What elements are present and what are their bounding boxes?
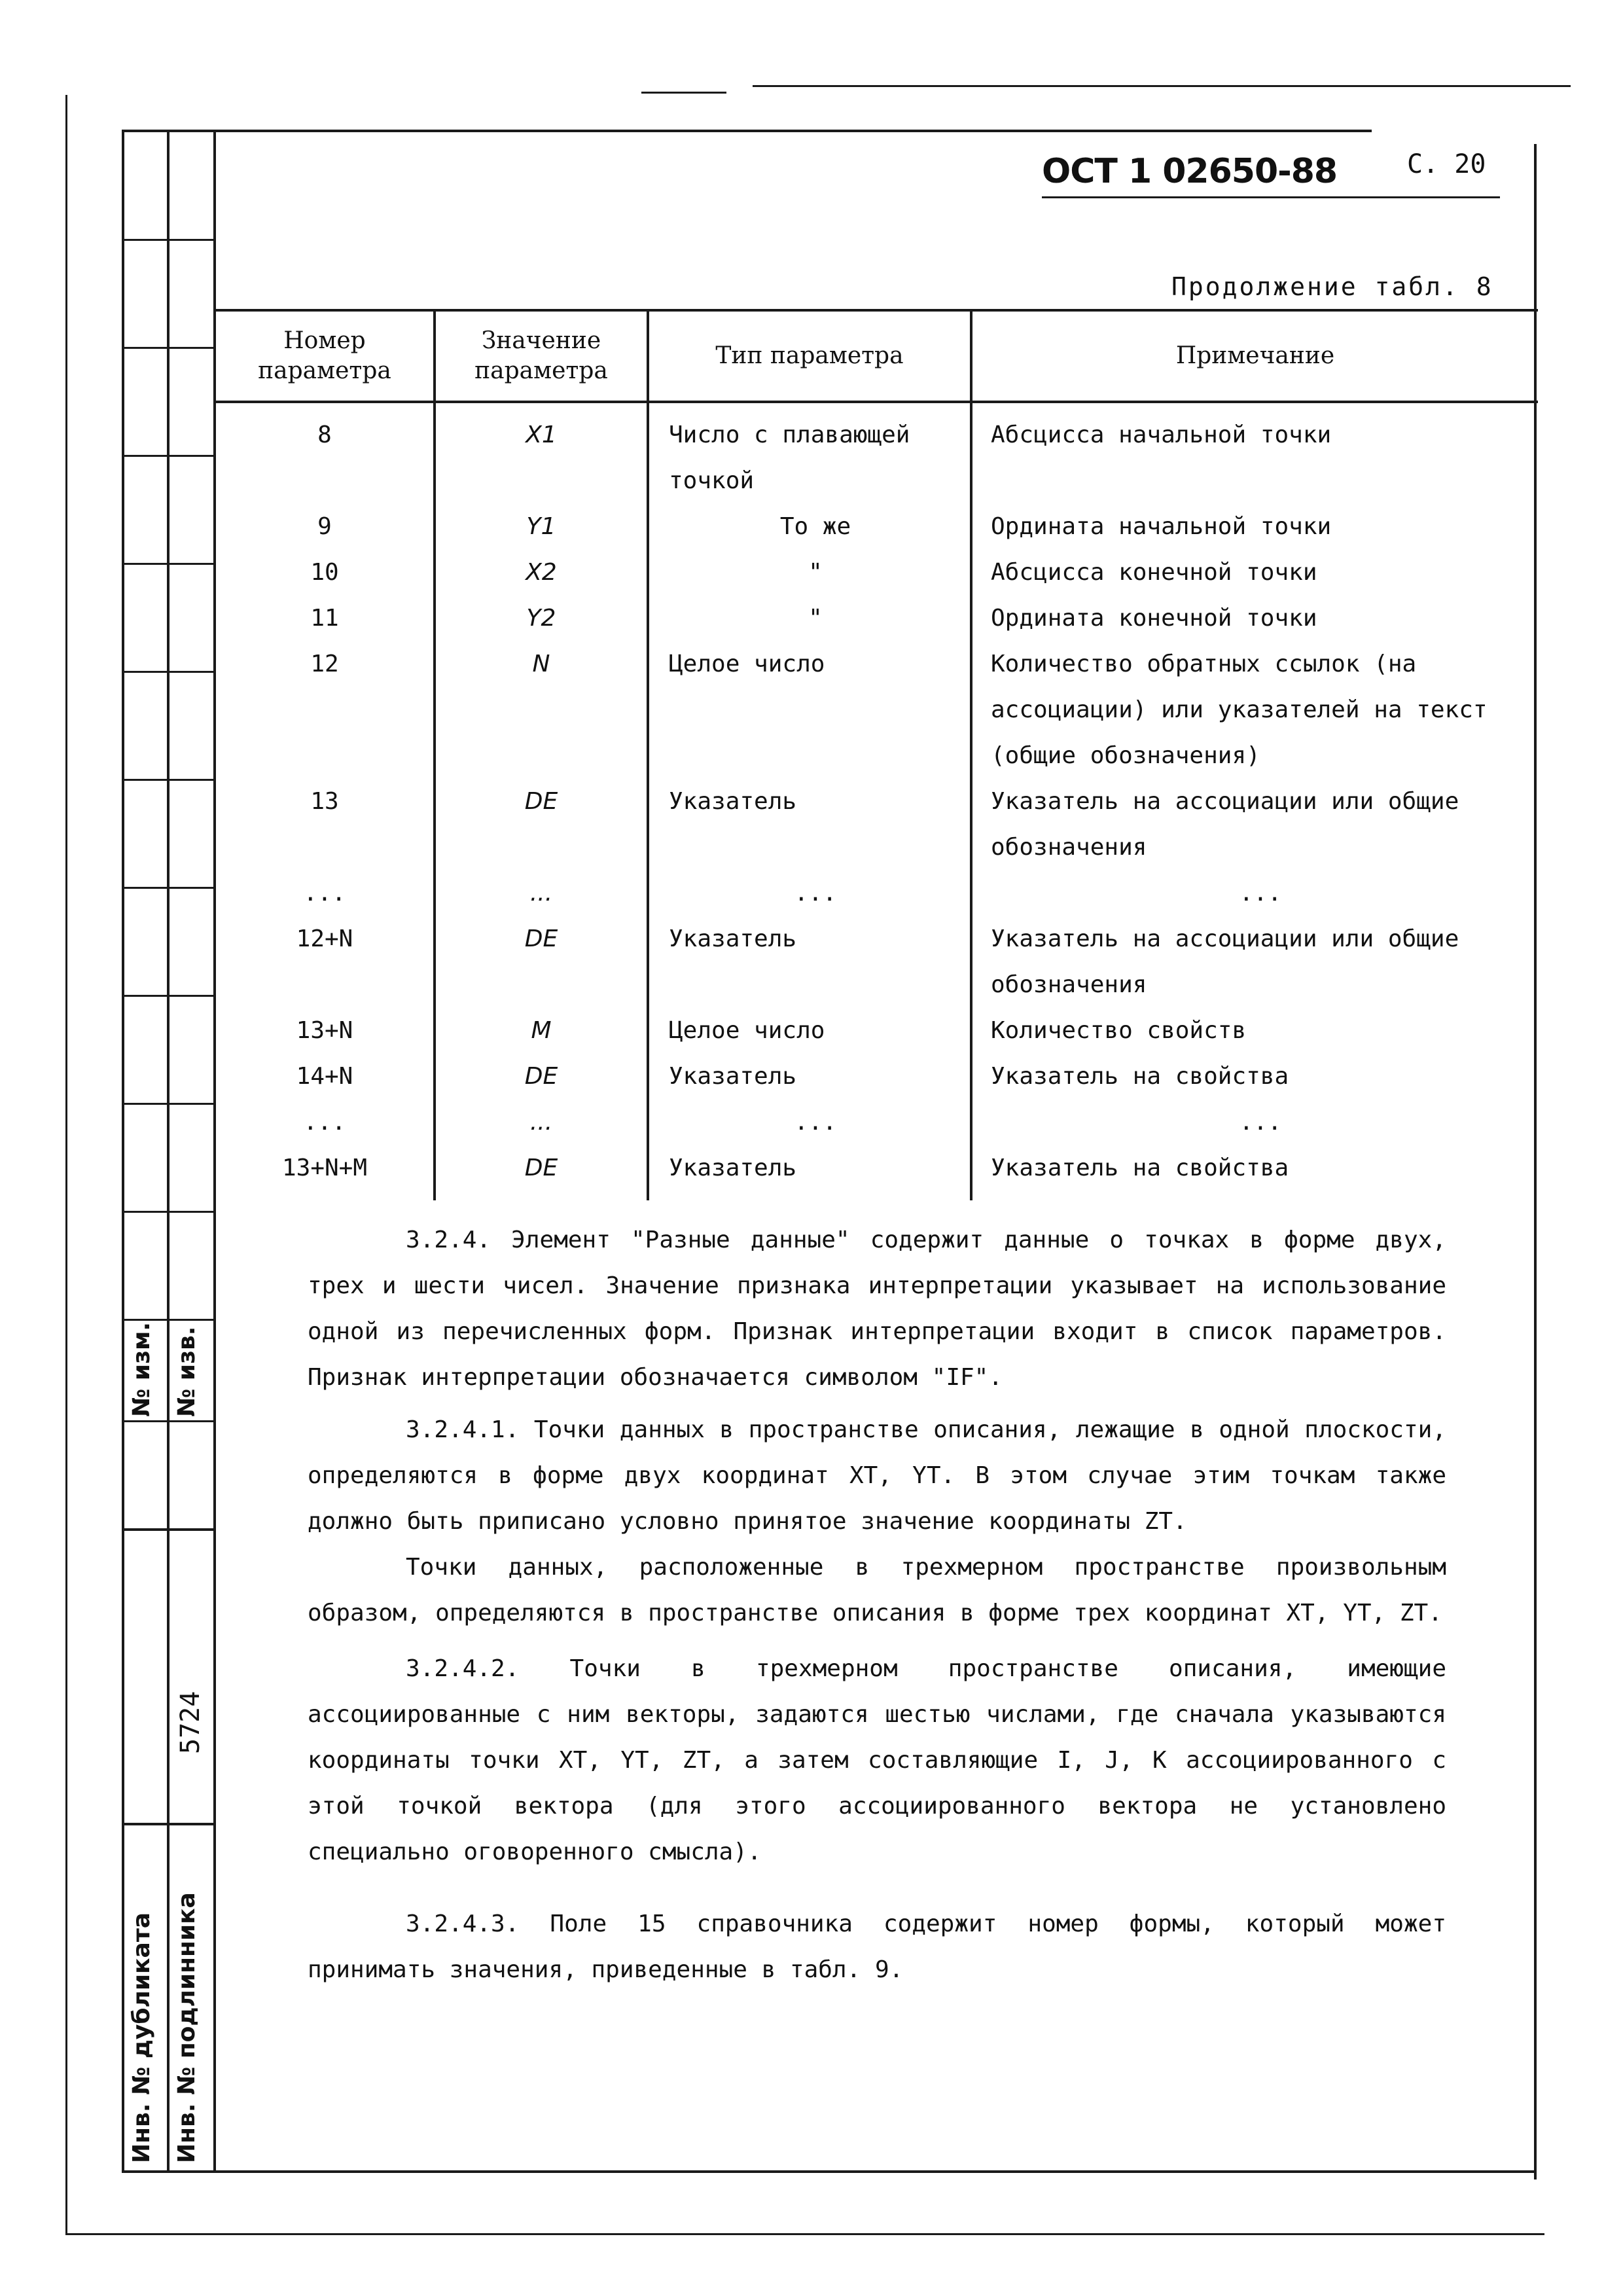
param-type: Указатель [648,779,971,870]
param-note: Количество свойств [971,1008,1538,1054]
stamp-label-izm: № изм. [128,1321,155,1417]
param-value: X1 [435,402,648,504]
table-row [216,596,1538,641]
top-edge-line [753,85,1571,87]
table-row [216,916,1538,1008]
stamp-label-izv: № изв. [173,1326,200,1417]
stamp-row-divider [122,779,213,781]
table-row [216,1008,1538,1054]
param-value: X2 [435,550,648,596]
stamp-row-divider [122,1823,213,1825]
param-note: Абсцисса конечной точки [971,550,1538,596]
table-row [216,779,1538,870]
stamp-row-divider [122,1103,213,1105]
frame-bottom-border [122,2170,1537,2173]
table-continuation-caption: Продолжение табл. 8 [1171,272,1493,301]
stamp-row-divider [122,1211,213,1213]
param-value: ... [435,870,648,916]
param-number: 12 [310,651,339,677]
column-header-note: Примечание [971,310,1538,402]
param-type: Указатель [648,916,971,1008]
stamp-row-divider [122,455,213,457]
param-type: Целое число [648,1008,971,1054]
top-edge-line-short [641,92,726,94]
stamp-row-divider [122,239,213,241]
stamp-row-divider [122,1420,213,1422]
param-note: Указатель на ассоциации или общие обозначения [971,779,1538,870]
table-row [216,1054,1538,1100]
param-value: DE [435,1145,648,1200]
param-type: Указатель [648,1145,971,1200]
paragraph-3-2-4-1: 3.2.4.1. Точки данных в пространстве описания, лежащие в одной плоскости, определяются в форме двух координат XT, YT. В этом случае этим точкам также должно быть приписано условно принятое значение координаты ZT. [308,1416,1446,1535]
param-number: 13 [310,788,339,815]
param-type: ... [648,870,971,916]
outer-left-line [65,95,67,2235]
table-row [216,550,1538,596]
table-row [216,641,1538,779]
outer-bottom-line [65,2233,1544,2235]
stamp-row-divider [122,347,213,349]
param-value: DE [435,916,648,1008]
column-header-value: Значение параметра [435,310,648,402]
param-note: Указатель на ассоциации или общие обозначения [971,916,1538,1008]
param-number: 10 [310,559,339,586]
stamp-row-divider [122,671,213,673]
paragraph-3-2-4-1-continued: Точки данных, расположенные в трехмерном пространстве произвольным образом, определяются в пространстве описания в форме трех координат XT, YT, ZT. [308,1554,1446,1626]
stamp-label-dubl: Инв. № дубликата [128,1912,155,2163]
param-type: ... [648,1100,971,1145]
stamp-row-divider [122,1319,213,1321]
param-note: Указатель на свойства [971,1145,1538,1200]
param-number: 13+N [296,1017,353,1044]
table-row [216,1145,1538,1200]
table-row [216,402,1538,504]
param-note: Количество обратных ссылок (на ассоциации) или указателей на текст (общие обозначения) [971,641,1538,779]
stamp-middle-border [167,131,169,2173]
param-note: ... [971,1100,1538,1145]
stamp-row-divider [122,1528,213,1531]
paragraph-3-2-4-2: 3.2.4.2. Точки в трехмерном пространстве описания, имеющие ассоциированные с ним векторы, задаются шестью числами, где сначала указываются координаты точки XT, YT, ZT, а затем составляющие I, J, K ассоциированного с этой точкой вектора (для этого ассоциированного вектора не установлено специально оговоренного смысла). [308,1655,1446,1865]
stamp-left-border [122,131,124,2173]
param-value: M [435,1008,648,1054]
paragraph-3-2-4-3: 3.2.4.3. Поле 15 справочника содержит номер формы, который может принимать значения, приведенные в табл. 9. [308,1910,1446,1983]
stamp-inv-number: 5724 [175,1691,205,1754]
param-number: 11 [310,605,339,632]
param-number: 14+N [296,1063,353,1090]
column-header-number: Номер параметра [216,310,435,402]
parameters-table [216,309,1538,1200]
param-number: 9 [317,513,332,540]
param-number: 12+N [296,925,353,952]
param-number: 13+N+M [281,1155,368,1181]
param-value: N [435,641,648,779]
param-note: Указатель на свойства [971,1054,1538,1100]
param-note: Ордината конечной точки [971,596,1538,641]
param-value: DE [435,779,648,870]
table-row [216,504,1538,550]
document-code: ОСТ 1 02650-88 [1042,152,1338,191]
param-number: ... [303,880,346,906]
param-type: Число с плавающей точкой [648,402,971,504]
param-value: DE [435,1054,648,1100]
param-type: Целое число [648,641,971,779]
param-type: Указатель [648,1054,971,1100]
stamp-label-podl: Инв. № подлинника [173,1892,200,2163]
param-type: То же [648,504,971,550]
table-row [216,870,1538,916]
document-code-underline [1042,196,1500,198]
frame-top-border [122,130,1372,132]
param-type: " [648,596,971,641]
stamp-row-divider [122,563,213,565]
param-note: Абсцисса начальной точки [971,402,1538,504]
column-header-type: Тип параметра [648,310,971,402]
param-value: Y2 [435,596,648,641]
page-number: С. 20 [1407,149,1486,179]
stamp-row-divider [122,995,213,997]
param-note: Ордината начальной точки [971,504,1538,550]
table-header-row [216,310,1538,402]
param-number: ... [303,1109,346,1136]
param-number: 8 [317,422,332,448]
param-type: " [648,550,971,596]
table-row [216,1100,1538,1145]
param-note: ... [971,870,1538,916]
stamp-row-divider [122,887,213,889]
paragraph-3-2-4: 3.2.4. Элемент "Разные данные" содержит данные о точках в форме двух, трех и шести чисел. Значение признака интерпретации указывает на использование одной из перечисленных форм. Признак интерпретации входит в список параметров. Признак интерпретации обозначается символом "IF". [308,1227,1446,1391]
param-value: Y1 [435,504,648,550]
param-value: ... [435,1100,648,1145]
